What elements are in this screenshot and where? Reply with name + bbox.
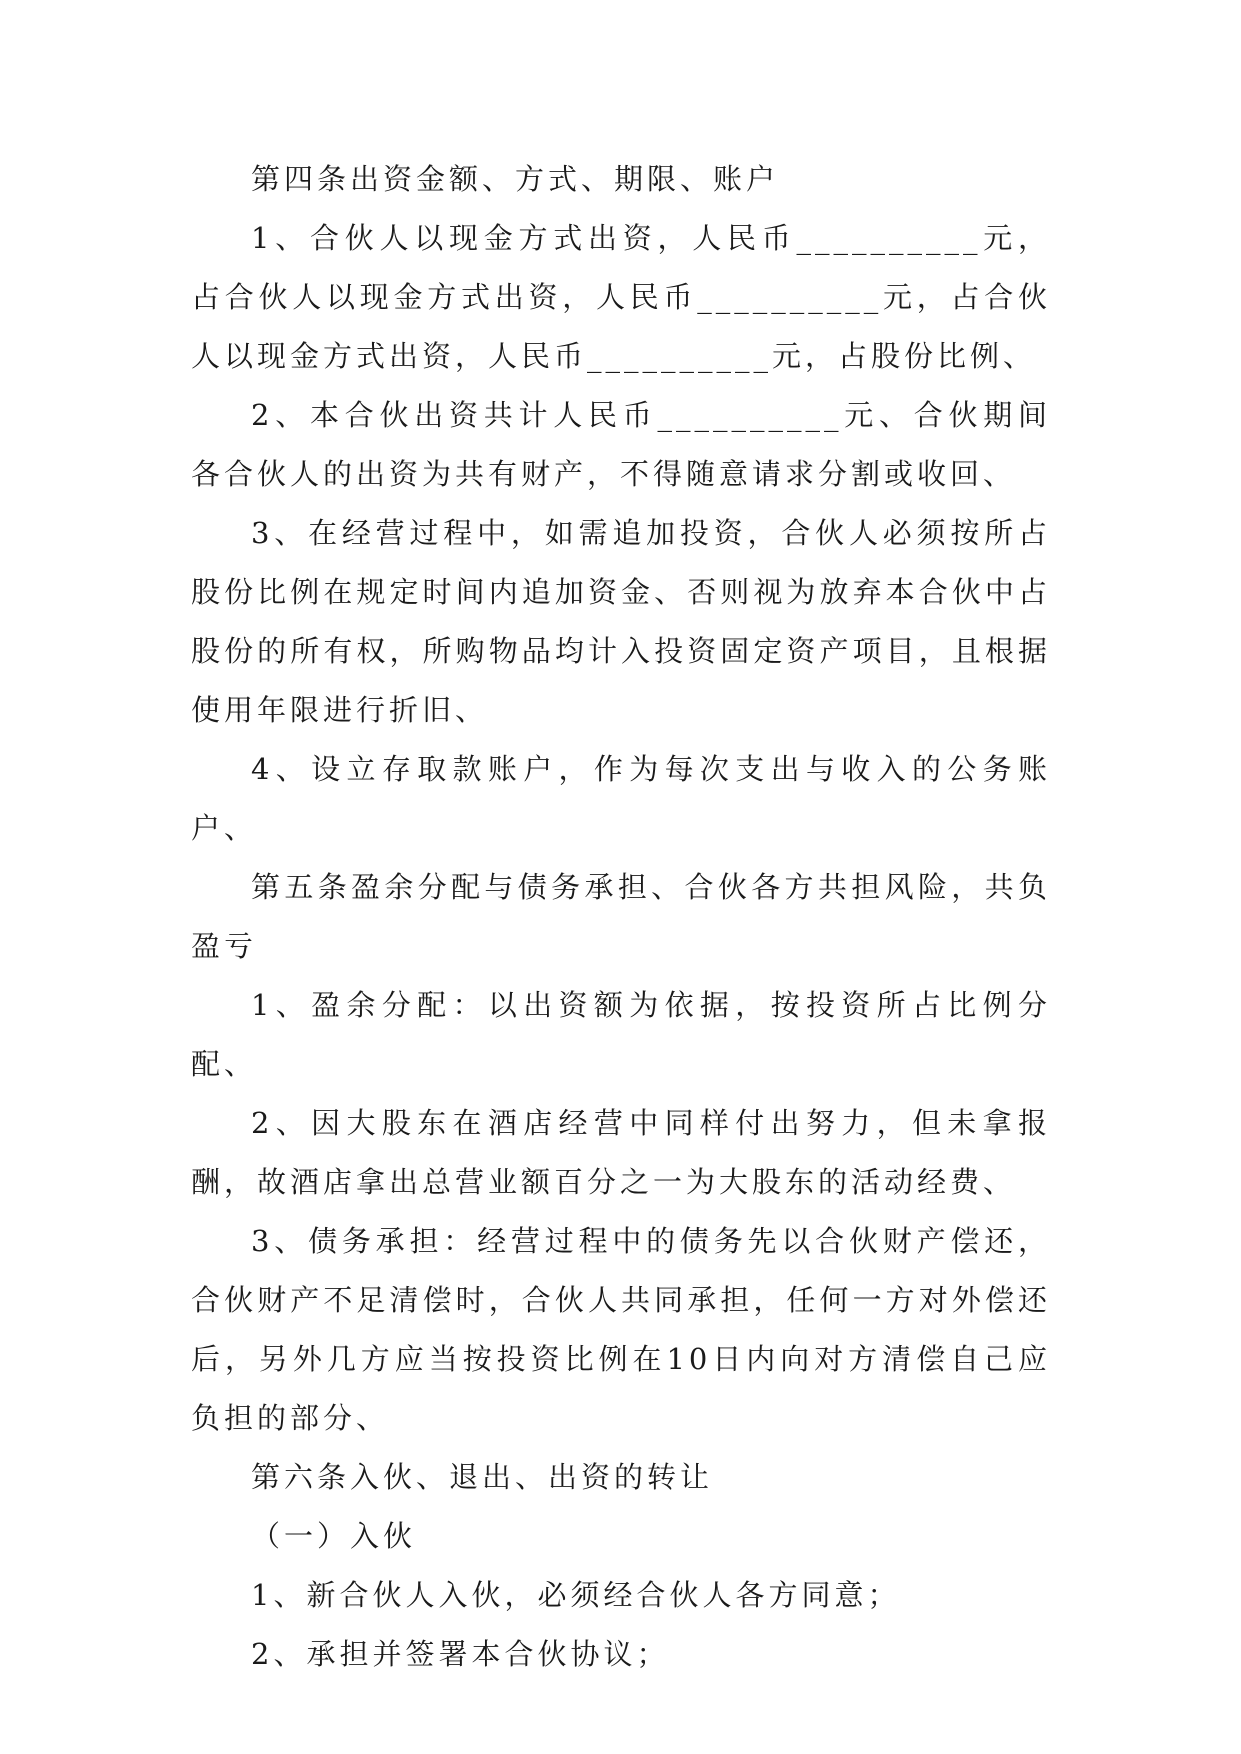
article-5-item-1: 1、盈余分配：以出资额为依据，按投资所占比例分配、 xyxy=(191,988,1051,1081)
article-4-item-3: 3、在经营过程中，如需追加投资，合伙人必须按所占股份比例在规定时间内追加资金、否则视为放弃本合伙中占股份的所有权，所购物品均计入投资固定资产项目，且根据使用年限进行折旧、 xyxy=(191,516,1051,727)
article-4-heading: 第四条出资金额、方式、期限、账户 xyxy=(251,162,780,196)
article-4-item-2: 2、本合伙出资共计人民币__________元、合伙期间各合伙人的出资为共有财产，不得随意请求分割或收回、 xyxy=(191,398,1051,491)
article-6-item-1: 1、新合伙人入伙，必须经合伙人各方同意； xyxy=(251,1578,901,1612)
article-5-item-3: 3、债务承担：经营过程中的债务先以合伙财产偿还，合伙财产不足清偿时，合伙人共同承担，任何一方对外偿还后，另外几方应当按投资比例在10日内向对方清偿自己应负担的部分、 xyxy=(191,1224,1051,1435)
article-6-heading: 第六条入伙、退出、出资的转让 xyxy=(251,1460,714,1494)
article-5-heading: 第五条盈余分配与债务承担、合伙各方共担风险，共负盈亏 xyxy=(191,870,1051,963)
document-body xyxy=(191,150,1051,1684)
article-6-item-2: 2、承担并签署本合伙协议； xyxy=(251,1637,670,1671)
article-4-item-4: 4、设立存取款账户，作为每次支出与收入的公务账户、 xyxy=(191,752,1051,845)
article-4-item-1: 1、合伙人以现金方式出资，人民币__________元，占合伙人以现金方式出资，人民币__________元，占合伙人以现金方式出资，人民币__________元，占股份比例、 xyxy=(191,221,1051,373)
article-6-section-1-heading: （一）入伙 xyxy=(251,1519,417,1553)
article-5-item-2: 2、因大股东在酒店经营中同样付出努力，但未拿报酬，故酒店拿出总营业额百分之一为大股东的活动经费、 xyxy=(191,1106,1051,1199)
